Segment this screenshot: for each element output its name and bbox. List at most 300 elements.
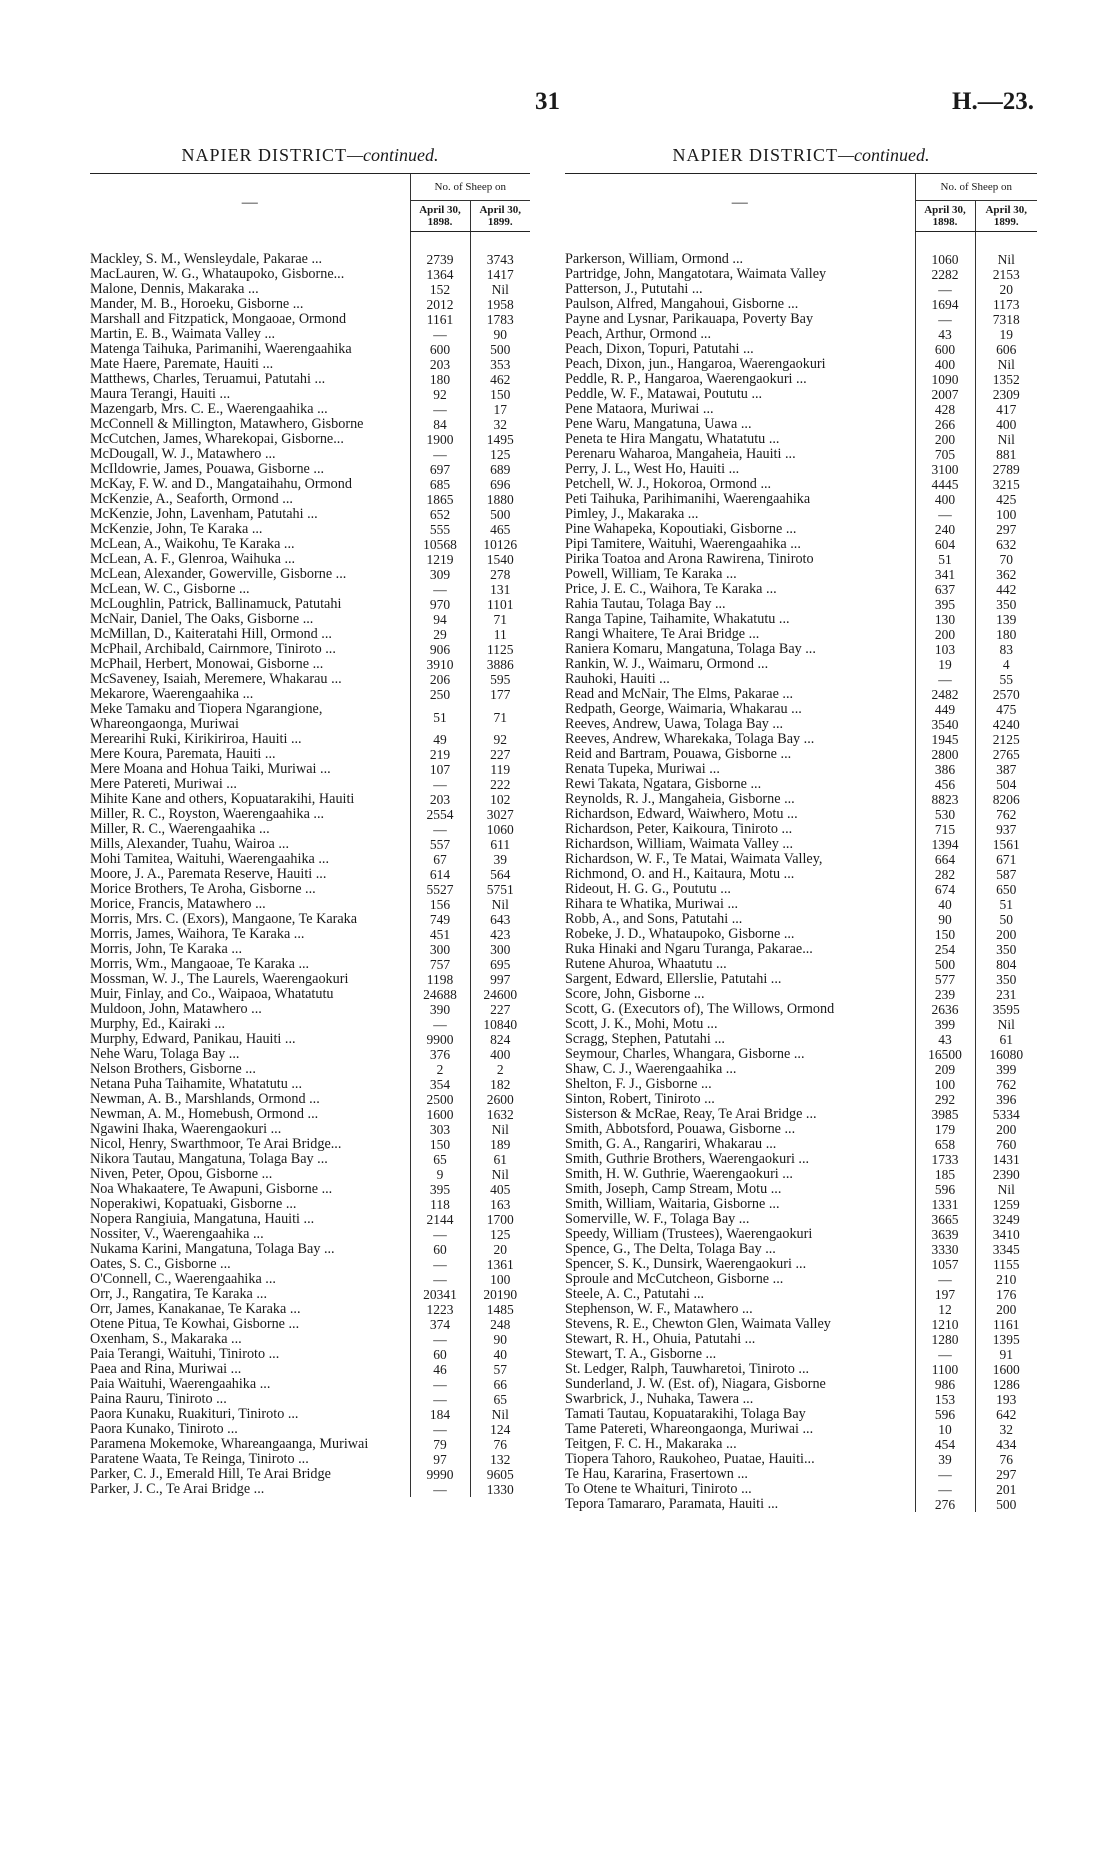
owner-name: Rauhoki, Hauiti ... — [565, 672, 670, 687]
owner-name: Nicol, Henry, Swarthmoor, Te Arai Bridge... — [90, 1137, 342, 1152]
sheep-count-1899: 150 — [470, 387, 530, 402]
sheep-count-1899: 189 — [470, 1137, 530, 1152]
owner-name: Paratene Waata, Te Reinga, Tiniroto ... — [90, 1452, 309, 1467]
sheep-count-1898: 254 — [915, 942, 975, 957]
owner-name: Morice, Francis, Matawhero ... — [90, 897, 266, 912]
sheep-count-1899: 210 — [975, 1272, 1037, 1287]
owner-name: Powell, William, Te Karaka ... — [565, 567, 737, 582]
sheep-count-1899: 396 — [975, 1092, 1037, 1107]
sheep-count-1898: 185 — [915, 1167, 975, 1182]
owner-name: Noa Whakaatere, Te Awapuni, Gisborne ... — [90, 1182, 333, 1197]
table-row — [565, 732, 1037, 747]
sheep-count-1899: 61 — [975, 1032, 1037, 1047]
sheep-count-1899: 83 — [975, 642, 1037, 657]
sheep-count-1898: 400 — [915, 492, 975, 507]
owner-name: Peach, Dixon, jun., Hangaroa, Waerengaokuri — [565, 357, 826, 372]
sheep-count-1898: 276 — [915, 1497, 975, 1512]
table-row — [90, 417, 530, 432]
owner-name: Tiopera Tahoro, Raukoheo, Puatae, Hauiti... — [565, 1452, 815, 1467]
sheep-count-1899: 7318 — [975, 312, 1037, 327]
table-row — [565, 1257, 1037, 1272]
sheep-count-1898: 400 — [915, 357, 975, 372]
owner-name: Nopera Rangiuia, Mangatuna, Hauiti ... — [90, 1212, 315, 1227]
sheep-count-1898: 219 — [410, 747, 470, 762]
owner-name: Orr, James, Kanakanae, Te Karaka ... — [90, 1302, 301, 1317]
sheep-count-1899: 650 — [975, 882, 1037, 897]
sheep-count-1898: 10568 — [410, 537, 470, 552]
owner-name: Mackley, S. M., Wensleydale, Pakarae ... — [90, 250, 323, 267]
sheep-heading: No. of Sheep on — [915, 174, 1037, 201]
owner-name: Pirika Toatoa and Arona Rawirena, Tiniroto — [565, 552, 814, 567]
sheep-count-1898: 577 — [915, 972, 975, 987]
table-row — [565, 852, 1037, 867]
table-row — [565, 1317, 1037, 1332]
sheep-count-1899: 642 — [975, 1407, 1037, 1422]
sheep-count-1898: 240 — [915, 522, 975, 537]
sheep-count-1899: 362 — [975, 567, 1037, 582]
owner-name: Pene Waru, Mangatuna, Uawa ... — [565, 417, 752, 432]
sheep-count-1898: 2800 — [915, 747, 975, 762]
sheep-count-1898: — — [915, 1467, 975, 1482]
owner-name: Robeke, J. D., Whataupoko, Gisborne ... — [565, 927, 795, 942]
table-row — [565, 297, 1037, 312]
owner-name: Price, J. E. C., Waihora, Te Karaka ... — [565, 582, 777, 597]
sheep-count-1899: 425 — [975, 492, 1037, 507]
table-row — [565, 1497, 1037, 1512]
owner-name: Reeves, Andrew, Uawa, Tolaga Bay ... — [565, 717, 784, 732]
sheep-count-1899: 1125 — [470, 642, 530, 657]
owner-name: Peddle, W. F., Matawai, Poututu ... — [565, 387, 763, 402]
owner-name: Morris, Wm., Mangaoae, Te Karaka ... — [90, 957, 310, 972]
sheep-count-1899: 3027 — [470, 807, 530, 822]
sheep-count-1898: 1600 — [410, 1107, 470, 1122]
sheep-count-1899: 762 — [975, 807, 1037, 822]
sheep-count-1898: 197 — [915, 1287, 975, 1302]
sheep-count-1898: 200 — [915, 627, 975, 642]
sheep-count-1898: 84 — [410, 417, 470, 432]
sheep-count-1899: 1632 — [470, 1107, 530, 1122]
table-row — [90, 1077, 530, 1092]
sheep-count-1898: 530 — [915, 807, 975, 822]
table-row — [90, 387, 530, 402]
sheep-count-1898: 451 — [410, 927, 470, 942]
table-row — [90, 1452, 530, 1467]
district-title: NAPIER DISTRICT — [672, 145, 838, 165]
table-row — [565, 1017, 1037, 1032]
sheep-count-1898: 3985 — [915, 1107, 975, 1122]
sheep-count-1898: 637 — [915, 582, 975, 597]
sheep-count-1899: 500 — [470, 507, 530, 522]
sheep-count-1899: 643 — [470, 912, 530, 927]
table-row — [90, 462, 530, 477]
owner-name: Sunderland, J. W. (Est. of), Niagara, Gisborne — [565, 1377, 826, 1392]
table-row — [90, 1062, 530, 1077]
sheep-count-1899: 696 — [470, 477, 530, 492]
sheep-count-1899: 1540 — [470, 552, 530, 567]
left-column-title — [90, 145, 530, 173]
sheep-count-1899: 227 — [470, 747, 530, 762]
owner-name: Miller, R. C., Royston, Waerengaahika ... — [90, 807, 325, 822]
owner-name: Score, John, Gisborne ... — [565, 987, 705, 1002]
owner-name: Rihara te Whatika, Muriwai ... — [565, 897, 739, 912]
owner-name: Paramena Mokemoke, Whareangaanga, Muriwai — [90, 1437, 369, 1452]
sheep-count-1898: 206 — [410, 672, 470, 687]
sheep-count-1898: — — [915, 507, 975, 522]
owner-name: Noperakiwi, Kopatuaki, Gisborne ... — [90, 1197, 297, 1212]
table-row — [90, 927, 530, 942]
sheep-count-1898: 1100 — [915, 1362, 975, 1377]
sheep-count-1899: 1060 — [470, 822, 530, 837]
sheep-count-1899: 193 — [975, 1392, 1037, 1407]
table-row — [90, 597, 530, 612]
owner-name: Tepora Tamararo, Paramata, Hauiti ... — [565, 1497, 779, 1512]
owner-name: Steele, A. C., Patutahi ... — [565, 1287, 705, 1302]
table-row — [565, 477, 1037, 492]
sheep-count-1899: Nil — [975, 1182, 1037, 1197]
table-row — [565, 1392, 1037, 1407]
owner-name: Spence, G., The Delta, Tolaga Bay ... — [565, 1242, 776, 1257]
table-row — [90, 1122, 530, 1137]
right-column — [565, 145, 1037, 1512]
table-row — [565, 1197, 1037, 1212]
owner-name: Mohi Tamitea, Waituhi, Waerengaahika ... — [90, 852, 330, 867]
sheep-count-1899: 1495 — [470, 432, 530, 447]
table-row — [565, 1422, 1037, 1437]
owner-name: Mekarore, Waerengaahika ... — [90, 687, 254, 702]
sheep-count-1899: 350 — [975, 942, 1037, 957]
table-row — [90, 372, 530, 387]
sheep-count-1899: 1361 — [470, 1257, 530, 1272]
sheep-count-1899: 177 — [470, 687, 530, 702]
sheep-count-1898: 1280 — [915, 1332, 975, 1347]
sheep-count-1898: 600 — [915, 342, 975, 357]
sheep-count-1898: 203 — [410, 357, 470, 372]
owner-name: Scott, G. (Executors of), The Willows, Ormond — [565, 1002, 835, 1017]
owner-name: McKenzie, John, Te Karaka ... — [90, 522, 263, 537]
sheep-count-1899: 17 — [470, 402, 530, 417]
table-row — [565, 537, 1037, 552]
owner-name: McLoughlin, Patrick, Ballinamuck, Patutahi — [90, 597, 342, 612]
owner-name: Stevens, R. E., Chewton Glen, Waimata Valley — [565, 1317, 831, 1332]
sheep-count-1899: 1700 — [470, 1212, 530, 1227]
owner-name: Reynolds, R. J., Mangaheia, Gisborne ... — [565, 792, 795, 807]
sheep-count-1898: 19 — [915, 657, 975, 672]
sheep-count-1899: 3743 — [470, 232, 530, 268]
owner-name: Rideout, H. G. G., Poututu ... — [565, 882, 731, 897]
owner-name: Martin, E. B., Waimata Valley ... — [90, 327, 276, 342]
sheep-count-1899: 176 — [975, 1287, 1037, 1302]
sheep-count-1898: 107 — [410, 762, 470, 777]
sheep-count-1899: 91 — [975, 1347, 1037, 1362]
table-row — [565, 1407, 1037, 1422]
sheep-count-1898: 29 — [410, 627, 470, 642]
owner-name: Redpath, George, Waimaria, Whakarau ... — [565, 702, 802, 717]
sheep-count-1898: 250 — [410, 687, 470, 702]
owner-name: McKenzie, A., Seaforth, Ormond ... — [90, 492, 293, 507]
sheep-count-1898: 2482 — [915, 687, 975, 702]
table-row — [90, 1047, 530, 1062]
sheep-count-1898: 3100 — [915, 462, 975, 477]
table-row — [90, 822, 530, 837]
sheep-count-1898: 4445 — [915, 477, 975, 492]
report-code: H.—23. — [952, 88, 1034, 115]
table-row — [90, 342, 530, 357]
owner-name: Renata Tupeka, Muriwai ... — [565, 762, 720, 777]
table-row — [565, 687, 1037, 702]
sheep-count-1898: 1060 — [915, 232, 975, 268]
sheep-count-1898: 97 — [410, 1452, 470, 1467]
sheep-count-1898: 118 — [410, 1197, 470, 1212]
sheep-count-1898: 1331 — [915, 1197, 975, 1212]
sheep-count-1898: 179 — [915, 1122, 975, 1137]
owner-name: Peneta te Hira Mangatu, Whatatutu ... — [565, 432, 780, 447]
sheep-count-1899: 119 — [470, 762, 530, 777]
sheep-count-1899: 1155 — [975, 1257, 1037, 1272]
owner-name: Newman, A. M., Homebush, Ormond ... — [90, 1107, 319, 1122]
sheep-count-1898: 500 — [915, 957, 975, 972]
sheep-count-1898: 90 — [915, 912, 975, 927]
owner-name: Mossman, W. J., The Laurels, Waerengaokuri — [90, 972, 349, 987]
sheep-count-1899: 1173 — [975, 297, 1037, 312]
owner-name: Maura Terangi, Hauiti ... — [90, 387, 231, 402]
sheep-count-1899: 297 — [975, 1467, 1037, 1482]
sheep-count-1898: 292 — [915, 1092, 975, 1107]
left-table-body — [90, 232, 530, 1498]
owner-name: Newman, A. B., Marshlands, Ormond ... — [90, 1092, 320, 1107]
owner-name: Shelton, F. J., Gisborne ... — [565, 1077, 712, 1092]
sheep-count-1898: 9900 — [410, 1032, 470, 1047]
sheep-count-1898: 150 — [915, 927, 975, 942]
sheep-count-1899: 50 — [975, 912, 1037, 927]
sheep-count-1898: 282 — [915, 867, 975, 882]
sheep-count-1898: 3665 — [915, 1212, 975, 1227]
table-row — [565, 762, 1037, 777]
table-row — [90, 1197, 530, 1212]
owner-name: Partridge, John, Mangatotara, Waimata Valley — [565, 267, 827, 282]
sheep-count-1899: 1352 — [975, 372, 1037, 387]
table-row — [90, 672, 530, 687]
table-row — [565, 792, 1037, 807]
table-row — [90, 657, 530, 672]
owner-name: Nehe Waru, Tolaga Bay ... — [90, 1047, 240, 1062]
sheep-count-1899: 2600 — [470, 1092, 530, 1107]
owner-name: Smith, Guthrie Brothers, Waerengaokuri ... — [565, 1152, 810, 1167]
date-header-1899: April 30, 1899. — [470, 201, 530, 232]
table-row — [90, 507, 530, 522]
sheep-count-1898: 341 — [915, 567, 975, 582]
sheep-count-1899: 1431 — [975, 1152, 1037, 1167]
sheep-count-1899: 200 — [975, 1302, 1037, 1317]
left-column — [90, 145, 530, 1497]
sheep-count-1898: 354 — [410, 1077, 470, 1092]
sheep-count-1898: 705 — [915, 447, 975, 462]
table-row — [565, 552, 1037, 567]
sheep-count-1898: 376 — [410, 1047, 470, 1062]
sheep-count-1898: 16500 — [915, 1047, 975, 1062]
sheep-count-1899: 90 — [470, 1332, 530, 1347]
owner-name: Rutene Ahuroa, Whaatutu ... — [565, 957, 727, 972]
sheep-count-1899: 1395 — [975, 1332, 1037, 1347]
table-row — [90, 912, 530, 927]
sheep-count-1898: 2739 — [410, 232, 470, 268]
owner-name: Robb, A., and Sons, Patutahi ... — [565, 912, 743, 927]
table-row — [90, 1377, 530, 1392]
sheep-table-left — [90, 173, 530, 1497]
owner-name: Smith, Joseph, Camp Stream, Motu ... — [565, 1182, 782, 1197]
sheep-count-1898: 596 — [915, 1407, 975, 1422]
table-row — [90, 1437, 530, 1452]
sheep-count-1898: 399 — [915, 1017, 975, 1032]
owner-name: Otene Pitua, Te Kowhai, Gisborne ... — [90, 1317, 300, 1332]
owner-name: Oates, S. C., Gisborne ... — [90, 1257, 231, 1272]
owner-name: Oxenham, S., Makaraka ... — [90, 1332, 242, 1347]
sheep-count-1899: 124 — [470, 1422, 530, 1437]
sheep-count-1898: — — [410, 327, 470, 342]
table-row — [90, 852, 530, 867]
sheep-count-1899: 163 — [470, 1197, 530, 1212]
owner-name: Paora Kunaku, Ruakituri, Tiniroto ... — [90, 1407, 299, 1422]
sheep-count-1898: 2012 — [410, 297, 470, 312]
sheep-count-1899: 3886 — [470, 657, 530, 672]
sheep-count-1899: Nil — [470, 282, 530, 297]
owner-name: Reid and Bartram, Pouawa, Gisborne ... — [565, 747, 792, 762]
table-row — [90, 282, 530, 297]
sheep-count-1899: 2125 — [975, 732, 1037, 747]
sheep-count-1899: 611 — [470, 837, 530, 852]
sheep-count-1899: 57 — [470, 1362, 530, 1377]
owner-name: Sinton, Robert, Tiniroto ... — [565, 1092, 715, 1107]
sheep-count-1899: 201 — [975, 1482, 1037, 1497]
sheep-count-1899: 997 — [470, 972, 530, 987]
table-row — [565, 807, 1037, 822]
table-row — [565, 972, 1037, 987]
sheep-table-right — [565, 173, 1037, 1512]
sheep-count-1898: — — [410, 447, 470, 462]
sheep-count-1899: 125 — [470, 447, 530, 462]
sheep-count-1899: 5334 — [975, 1107, 1037, 1122]
table-row — [90, 1287, 530, 1302]
sheep-count-1898: — — [410, 777, 470, 792]
table-row — [90, 1362, 530, 1377]
table-row — [565, 1182, 1037, 1197]
sheep-count-1898: 715 — [915, 822, 975, 837]
table-row — [565, 1332, 1037, 1347]
sheep-count-1898: 266 — [915, 417, 975, 432]
sheep-count-1898: 300 — [410, 942, 470, 957]
sheep-count-1898: 390 — [410, 1002, 470, 1017]
table-row — [565, 1227, 1037, 1242]
owner-name: Raniera Komaru, Mangatuna, Tolaga Bay ... — [565, 642, 816, 657]
sheep-count-1898: 209 — [915, 1062, 975, 1077]
sheep-count-1898: 658 — [915, 1137, 975, 1152]
sheep-count-1899: 1101 — [470, 597, 530, 612]
sheep-count-1898: 449 — [915, 702, 975, 717]
sheep-count-1899: 200 — [975, 1122, 1037, 1137]
sheep-count-1899: 1958 — [470, 297, 530, 312]
sheep-count-1899: 1561 — [975, 837, 1037, 852]
table-row — [90, 1137, 530, 1152]
sheep-count-1899: 100 — [470, 1272, 530, 1287]
sheep-count-1899: Nil — [975, 357, 1037, 372]
table-row — [565, 417, 1037, 432]
owner-name: Teitgen, F. C. H., Makaraka ... — [565, 1437, 737, 1452]
sheep-count-1898: 92 — [410, 387, 470, 402]
owner-name: Mazengarb, Mrs. C. E., Waerengaahika ... — [90, 402, 328, 417]
owner-name: McCutchen, James, Wharekopai, Gisborne... — [90, 432, 344, 447]
sheep-count-1899: Nil — [975, 432, 1037, 447]
sheep-count-1899: 2390 — [975, 1167, 1037, 1182]
owner-name: Peti Taihuka, Parihimanihi, Waerengaahika — [565, 492, 811, 507]
sheep-count-1899: 760 — [975, 1137, 1037, 1152]
sheep-count-1898: — — [410, 1017, 470, 1032]
owner-name: McNair, Daniel, The Oaks, Gisborne ... — [90, 612, 314, 627]
table-row — [90, 1212, 530, 1227]
owner-name: Te Hau, Kararina, Frasertown ... — [565, 1467, 748, 1482]
table-row — [90, 1032, 530, 1047]
owner-name: Stewart, T. A., Gisborne ... — [565, 1347, 717, 1362]
sheep-count-1899: 55 — [975, 672, 1037, 687]
sheep-count-1899: 76 — [975, 1452, 1037, 1467]
table-row — [90, 882, 530, 897]
owner-name: Sisterson & McRae, Reay, Te Arai Bridge ... — [565, 1107, 817, 1122]
owner-name: McLean, Alexander, Gowerville, Gisborne ... — [90, 567, 347, 582]
table-row — [90, 807, 530, 822]
table-row — [90, 987, 530, 1002]
sheep-count-1898: 130 — [915, 612, 975, 627]
table-row — [565, 492, 1037, 507]
table-row — [565, 867, 1037, 882]
sheep-count-1899: 5751 — [470, 882, 530, 897]
sheep-count-1898: 46 — [410, 1362, 470, 1377]
right-column-title — [565, 145, 1037, 173]
sheep-count-1899: 399 — [975, 1062, 1037, 1077]
sheep-count-1899: 824 — [470, 1032, 530, 1047]
owner-name: Scragg, Stephen, Patutahi ... — [565, 1032, 725, 1047]
table-row — [90, 777, 530, 792]
owner-name: Patterson, J., Pututahi ... — [565, 282, 703, 297]
sheep-count-1898: 906 — [410, 642, 470, 657]
sheep-count-1899: 139 — [975, 612, 1037, 627]
table-row — [565, 1242, 1037, 1257]
table-row — [565, 1062, 1037, 1077]
sheep-count-1899: 231 — [975, 987, 1037, 1002]
sheep-count-1898: 2500 — [410, 1092, 470, 1107]
table-row — [90, 687, 530, 702]
sheep-count-1899: 8206 — [975, 792, 1037, 807]
sheep-count-1899: Nil — [470, 1122, 530, 1137]
sheep-count-1898: — — [915, 672, 975, 687]
owner-name: Ruka Hinaki and Ngaru Turanga, Pakarae... — [565, 942, 813, 957]
name-column-header: — — [565, 174, 915, 232]
sheep-count-1899: 10126 — [470, 537, 530, 552]
sheep-count-1899: 1161 — [975, 1317, 1037, 1332]
sheep-count-1899: 1417 — [470, 267, 530, 282]
sheep-count-1899: 423 — [470, 927, 530, 942]
table-row — [565, 942, 1037, 957]
table-row — [565, 1032, 1037, 1047]
table-row — [565, 357, 1037, 372]
owner-name: McMillan, D., Kaiteratahi Hill, Ormond ... — [90, 627, 332, 642]
sheep-count-1898: 697 — [410, 462, 470, 477]
owner-name: McConnell & Millington, Matawhero, Gisborne — [90, 417, 364, 432]
sheep-count-1898: 395 — [410, 1182, 470, 1197]
table-row — [90, 957, 530, 972]
sheep-count-1899: 102 — [470, 792, 530, 807]
sheep-count-1899: 564 — [470, 867, 530, 882]
sheep-count-1899: 182 — [470, 1077, 530, 1092]
sheep-count-1899: 32 — [470, 417, 530, 432]
sheep-count-1899: Nil — [470, 1407, 530, 1422]
